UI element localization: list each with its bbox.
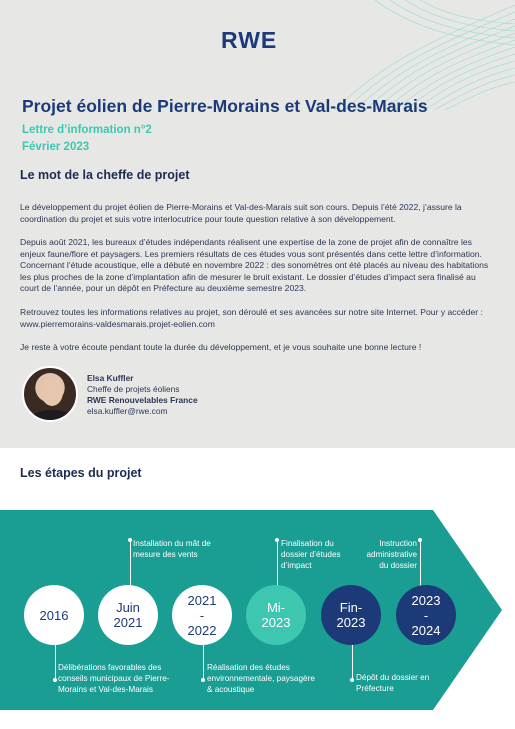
intro-paragraph: Depuis août 2021, les bureaux d’études indépendants réalisent une expertise de la zone de projet afin de connaître les enjeux faune/flore et paysagers. Les premiers résultats de ces études vous sont présentés dans cette lettre d’information. Concernant l’étude acoustique, elle a débuté en novembre 2022 : des sonomètres ont été placés au niveau des habitations les plus proches de la zone d’implantation afin de mesurer le bruit existant. Le dossier d’études d’impact sera finalisé au court de l’année, pour un dépôt en Préfecture au deuxième semestre 2023. — [20, 237, 489, 293]
timeline-step: 2016 — [24, 585, 84, 645]
connector-line — [55, 644, 56, 680]
timeline-step: Fin- 2023 — [321, 585, 381, 645]
signature-role: Cheffe de projets éoliens — [87, 384, 180, 394]
newsletter-date: Février 2023 — [22, 141, 90, 153]
connector-line — [420, 540, 421, 588]
timeline-step: Juin 2021 — [98, 585, 158, 645]
timeline-note: Instruction administrative du dossier — [366, 539, 417, 570]
connector-line — [203, 644, 204, 680]
timeline-note: Délibérations favorables des conseils municipaux de Pierre-Morains et Val-des-Marais — [58, 663, 170, 694]
page-title: Projet éolien de Pierre-Morains et Val-des-Marais — [22, 96, 428, 116]
timeline-note: Réalisation des études environnementale, paysagère & acoustique — [207, 663, 315, 694]
timeline-note: Installation du mât de mesure des vents — [133, 539, 211, 559]
signature-name: Elsa Kuffler — [87, 373, 134, 383]
signature-email-link[interactable]: elsa.kuffler@rwe.com — [87, 406, 168, 416]
connector-dot — [53, 678, 57, 682]
avatar-face — [41, 378, 63, 406]
connector-line — [352, 644, 353, 680]
signature-company: RWE Renouvelables France — [87, 395, 198, 405]
avatar — [22, 366, 78, 422]
timeline-heading: Les étapes du projet — [20, 466, 142, 480]
rwe-logo: RWE — [221, 27, 278, 53]
connector-dot — [418, 538, 422, 542]
intro-paragraph: Je reste à votre écoute pendant toute la durée du développement, et je vous souhaite une bonne lecture ! — [20, 342, 422, 352]
connector-dot — [350, 678, 354, 682]
timeline-note: Finalisation du dossier d’études d’impact — [281, 539, 341, 570]
timeline-step: 2021 - 2022 — [172, 585, 232, 645]
connector-line — [277, 540, 278, 588]
timeline-step: 2023 - 2024 — [396, 585, 456, 645]
connector-dot — [201, 678, 205, 682]
intro-paragraph: Le développement du projet éolien de Pierre-Morains et Val-des-Marais suit son cours. Depuis l’été 2022, j’assure la coordination du projet et suis votre interlocutrice pour toute question relative à son développement. — [20, 202, 462, 224]
timeline-band — [0, 510, 515, 729]
intro-paragraph: Retrouvez toutes les informations relatives au projet, son déroulé et ses avancées sur notre site Internet. Pour y accéder : www.pierremorains-valdesmarais.projet-eolien.com — [20, 307, 483, 329]
connector-line — [130, 540, 131, 588]
connector-dot — [275, 538, 279, 542]
decorative-waves — [315, 0, 515, 110]
newsletter-issue: Lettre d’information n°2 — [22, 124, 152, 136]
timeline-note: Dépôt du dossier en Préfecture — [356, 673, 430, 693]
connector-dot — [128, 538, 132, 542]
avatar-shirt — [30, 410, 74, 422]
timeline-step: Mi- 2023 — [246, 585, 306, 645]
intro-heading: Le mot de la cheffe de projet — [20, 168, 190, 182]
